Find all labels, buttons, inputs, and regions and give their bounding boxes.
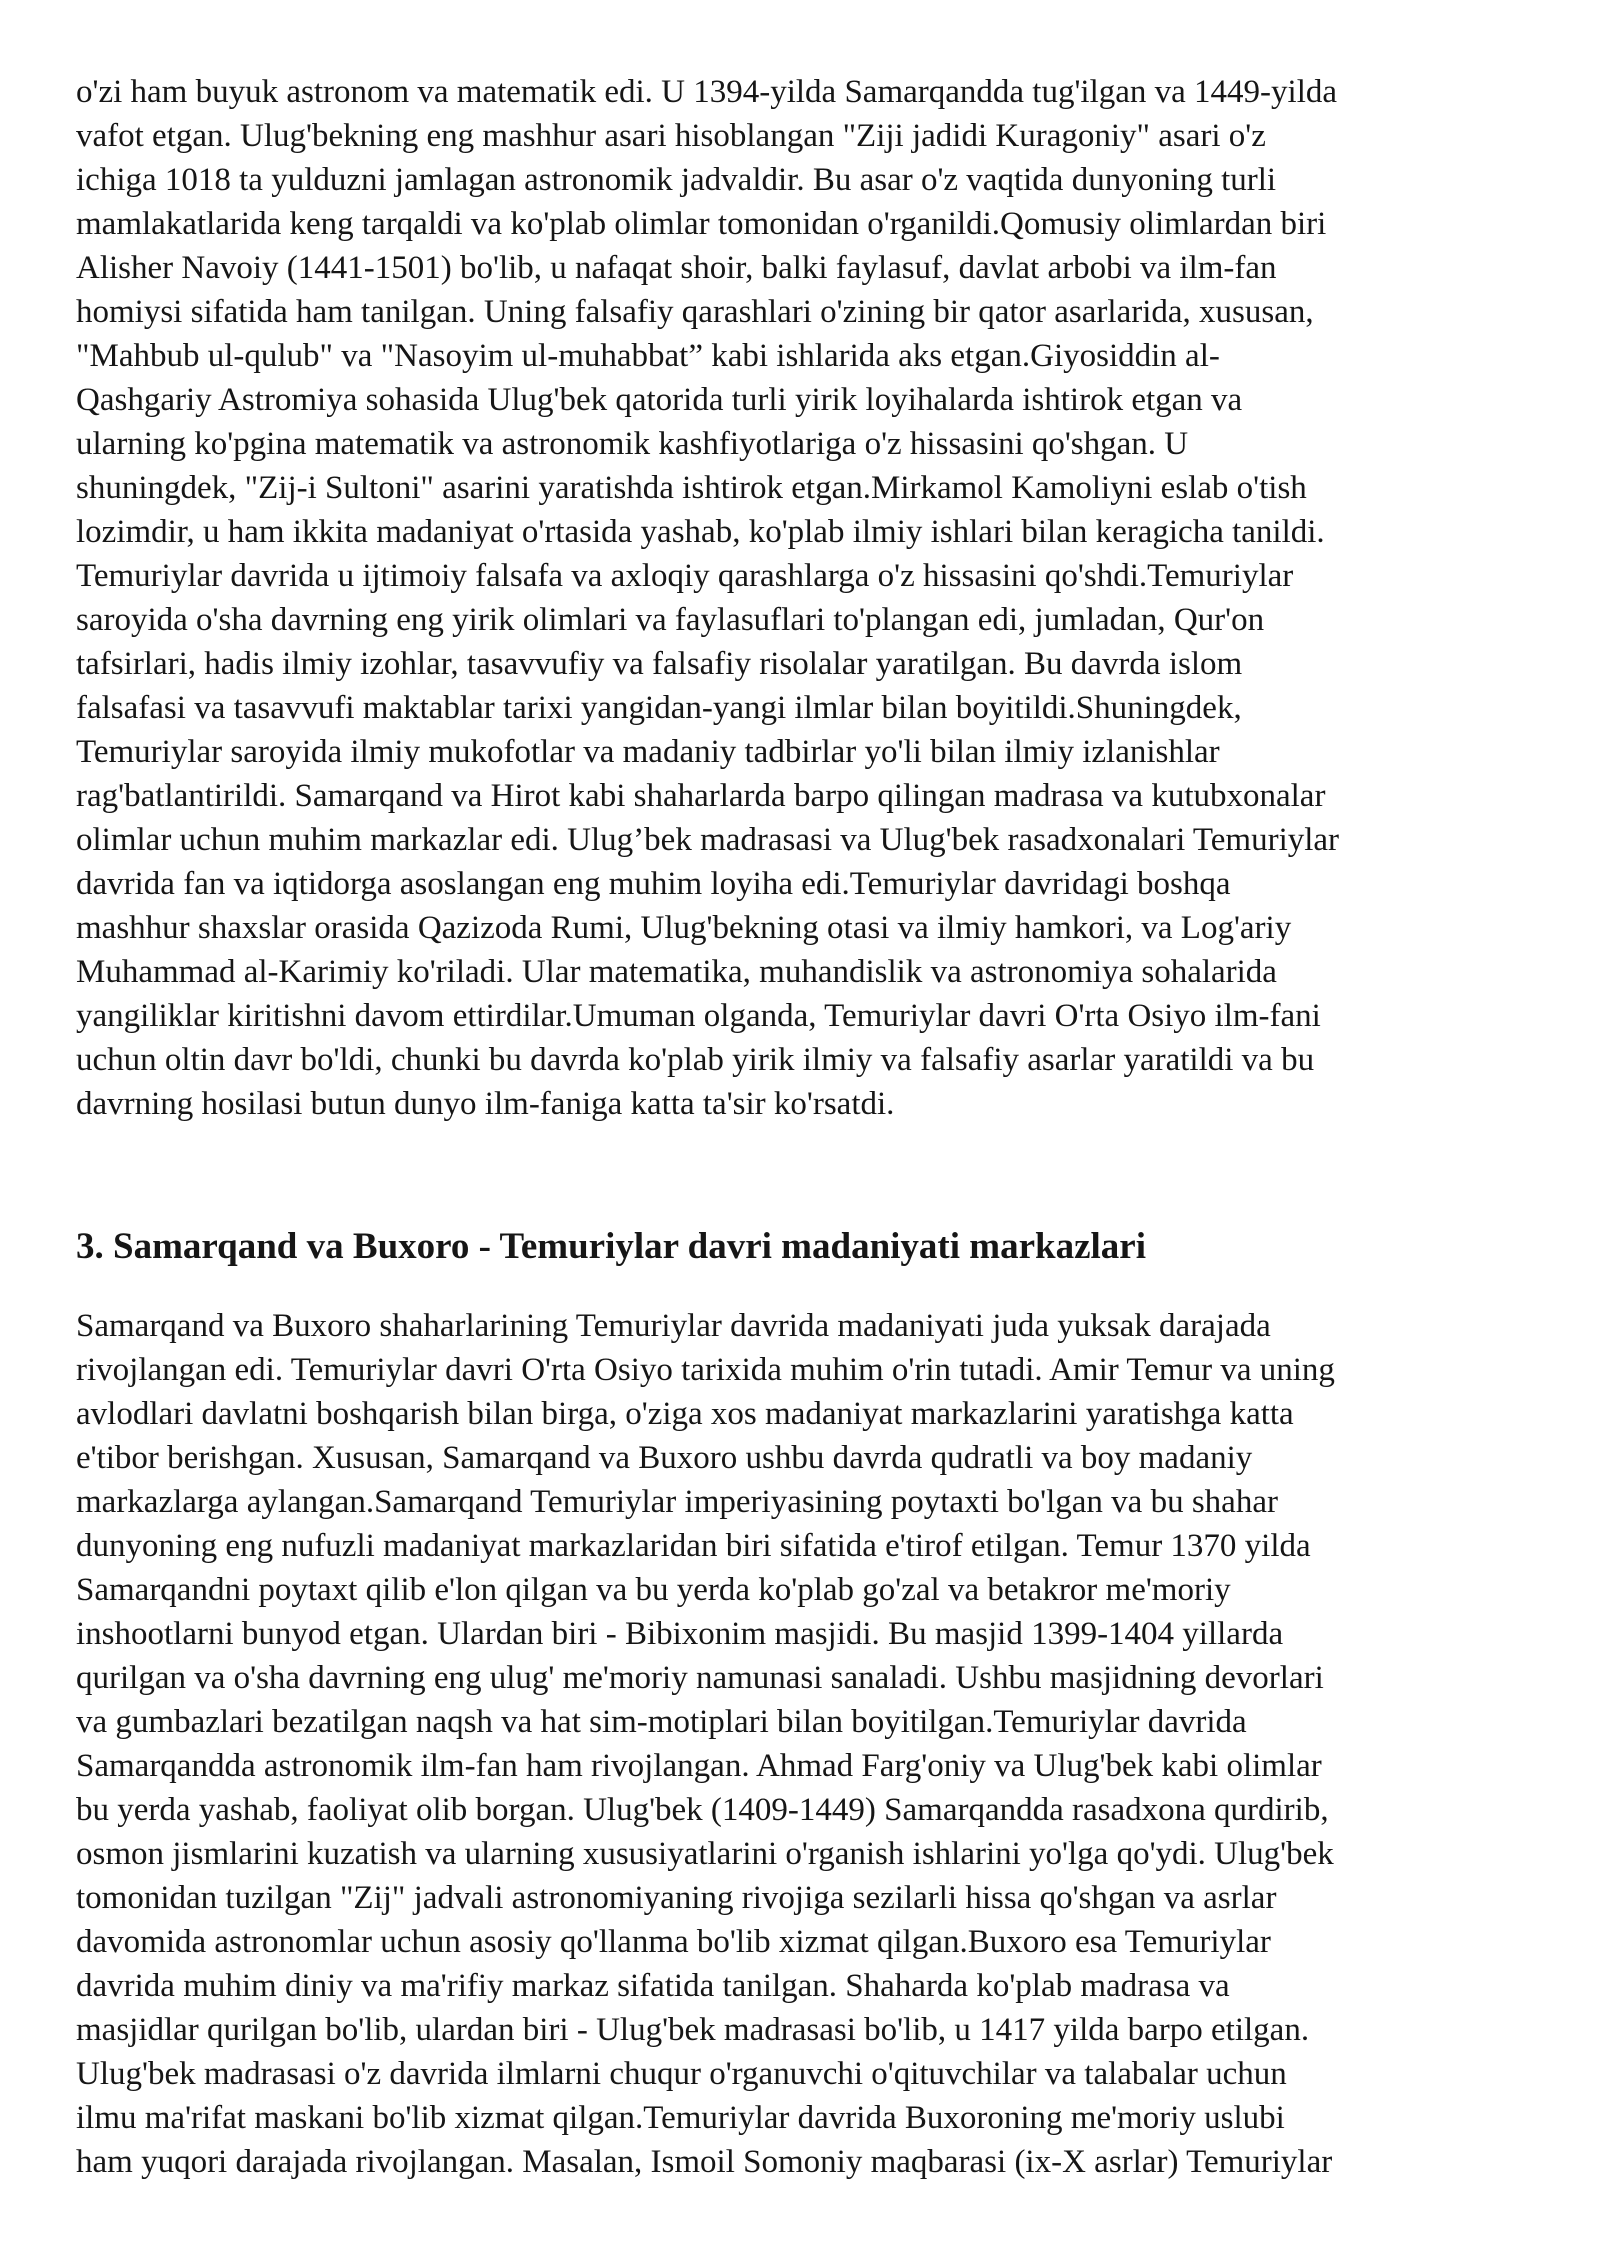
text-line: mashhur shaxslar orasida Qazizoda Rumi, Ulug'bekning otasi va ilmiy hamkori, va Log'ariy bbox=[76, 910, 1292, 946]
text-line: avlodlari davlatni boshqarish bilan birga, o'ziga xos madaniyat markazlarini yaratishga katta bbox=[76, 1396, 1294, 1432]
text-line: davrning hosilasi butun dunyo ilm-faniga katta ta'sir ko'rsatdi. bbox=[76, 1086, 895, 1122]
text-line: markazlarga aylangan.Samarqand Temuriylar imperiyasining poytaxti bo'lgan va bu shahar bbox=[76, 1484, 1278, 1520]
text-line: Temuriylar saroyida ilmiy mukofotlar va madaniy tadbirlar yo'li bilan ilmiy izlanishlar bbox=[76, 734, 1220, 770]
text-line: Temuriylar davrida u ijtimoiy falsafa va axloqiy qarashlarga o'z hissasini qo'shdi.Temuriylar bbox=[76, 558, 1294, 594]
text-line: Alisher Navoiy (1441-1501) bo'lib, u nafaqat shoir, balki faylasuf, davlat arbobi va ilm-fan bbox=[76, 250, 1277, 286]
text-line: rag'batlantirildi. Samarqand va Hirot kabi shaharlarda barpo qilingan madrasa va kutubxonalar bbox=[76, 778, 1326, 814]
text-line: Samarqandni poytaxt qilib e'lon qilgan va bu yerda ko'plab go'zal va betakror me'moriy bbox=[76, 1572, 1231, 1608]
text-line: Ulug'bek madrasasi o'z davrida ilmlarni chuqur o'rganuvchi o'qituvchilar va talabalar uchun bbox=[76, 2056, 1287, 2092]
text-line: o'zi ham buyuk astronom va matematik edi. U 1394-yilda Samarqandda tug'ilgan va 1449-yilda bbox=[76, 74, 1338, 110]
text-line: uchun oltin davr bo'ldi, chunki bu davrda ko'plab yirik ilmiy va falsafiy asarlar yaratildi va bu bbox=[76, 1042, 1315, 1078]
text-line: homiysi sifatida ham tanilgan. Uning falsafiy qarashlari o'zining bir qator asarlarida, xususan, bbox=[76, 294, 1314, 330]
text-line: rivojlangan edi. Temuriylar davri O'rta Osiyo tarixida muhim o'rin tutadi. Amir Temur va uning bbox=[76, 1352, 1335, 1388]
text-line: mamlakatlarida keng tarqaldi va ko'plab olimlar tomonidan o'rganildi.Qomusiy olimlardan biri bbox=[76, 206, 1327, 242]
text-line: ularning ko'pgina matematik va astronomik kashfiyotlariga o'z hissasini qo'shgan. U bbox=[76, 426, 1189, 462]
text-line: Samarqandda astronomik ilm-fan ham rivojlangan. Ahmad Farg'oniy va Ulug'bek kabi olimlar bbox=[76, 1748, 1322, 1784]
document-page bbox=[76, 70, 1536, 2180]
text-line: "Mahbub ul-qulub" va "Nasoyim ul-muhabbat” kabi ishlarida aks etgan.Giyosiddin al- bbox=[76, 338, 1220, 374]
text-line: Muhammad al-Karimiy ko'riladi. Ular matematika, muhandislik va astronomiya sohalarida bbox=[76, 954, 1277, 990]
text-line: shuningdek, "Zij-i Sultoni" asarini yaratishda ishtirok etgan.Mirkamol Kamoliyni eslab o'tish bbox=[76, 470, 1307, 506]
text-line: e'tibor berishgan. Xususan, Samarqand va Buxoro ushbu davrda qudratli va boy madaniy bbox=[76, 1440, 1253, 1476]
paragraph-samarqand-buxoro bbox=[76, 1304, 1335, 2184]
text-line: vafot etgan. Ulug'bekning eng mashhur asari hisoblangan "Ziji jadidi Kuragoniy" asari o'z bbox=[76, 118, 1266, 154]
text-line: masjidlar qurilgan bo'lib, ulardan biri - Ulug'bek madrasasi bo'lib, u 1417 yilda barpo etilgan. bbox=[76, 2012, 1310, 2048]
text-line: va gumbazlari bezatilgan naqsh va hat sim-motiplari bilan boyitilgan.Temuriylar davrida bbox=[76, 1704, 1247, 1740]
text-line: davrida muhim diniy va ma'rifiy markaz sifatida tanilgan. Shaharda ko'plab madrasa va bbox=[76, 1968, 1230, 2004]
text-line: yangiliklar kiritishni davom ettirdilar.Umuman olganda, Temuriylar davri O'rta Osiyo ilm-fani bbox=[76, 998, 1321, 1034]
text-line: tomonidan tuzilgan "Zij" jadvali astronomiyaning rivojiga sezilarli hissa qo'shgan va asrlar bbox=[76, 1880, 1277, 1916]
text-line: qurilgan va o'sha davrning eng ulug' me'moriy namunasi sanaladi. Ushbu masjidning devorlari bbox=[76, 1660, 1324, 1696]
text-line: dunyoning eng nufuzli madaniyat markazlaridan biri sifatida e'tirof etilgan. Temur 1370 yilda bbox=[76, 1528, 1311, 1564]
text-line: inshootlarni bunyod etgan. Ulardan biri - Bibixonim masjidi. Bu masjid 1399-1404 yillarda bbox=[76, 1616, 1284, 1652]
text-line: olimlar uchun muhim markazlar edi. Ulug’bek madrasasi va Ulug'bek rasadxonalari Temuriylar bbox=[76, 822, 1340, 858]
text-line: osmon jismlarini kuzatish va ularning xususiyatlarini o'rganish ishlarini yo'lga qo'ydi. Ulug'bek bbox=[76, 1836, 1334, 1872]
text-line: ham yuqori darajada rivojlangan. Masalan, Ismoil Somoniy maqbarasi (ix-X asrlar) Temuriylar bbox=[76, 2144, 1333, 2180]
text-line: bu yerda yashab, faoliyat olib borgan. Ulug'bek (1409-1449) Samarqandda rasadxona qurdirib, bbox=[76, 1792, 1329, 1828]
text-line: tafsirlari, hadis ilmiy izohlar, tasavvufiy va falsafiy risolalar yaratilgan. Bu davrda islom bbox=[76, 646, 1243, 682]
text-line: falsafasi va tasavvufi maktablar tarixi yangidan-yangi ilmlar bilan boyitildi.Shuningdek, bbox=[76, 690, 1242, 726]
text-line: saroyida o'sha davrning eng yirik olimlari va faylasuflari to'plangan edi, jumladan, Qur'on bbox=[76, 602, 1265, 638]
paragraph-temurid-scholars bbox=[76, 70, 1536, 1126]
text-line: Samarqand va Buxoro shaharlarining Temuriylar davrida madaniyati juda yuksak darajada bbox=[76, 1308, 1271, 1344]
text-line: ilmu ma'rifat maskani bo'lib xizmat qilgan.Temuriylar davrida Buxoroning me'moriy uslubi bbox=[76, 2100, 1285, 2136]
text-line: lozimdir, u ham ikkita madaniyat o'rtasida yashab, ko'plab ilmiy ishlari bilan keragicha tanildi. bbox=[76, 514, 1325, 550]
text-line: Qashgariy Astromiya sohasida Ulug'bek qatorida turli yirik loyihalarda ishtirok etgan va bbox=[76, 382, 1243, 418]
section-heading: 3. Samarqand va Buxoro - Temuriylar davri madaniyati markazlari bbox=[76, 1226, 1147, 1267]
text-line: ichiga 1018 ta yulduzni jamlagan astronomik jadvaldir. Bu asar o'z vaqtida dunyoning turli bbox=[76, 162, 1277, 198]
text-line: davomida astronomlar uchun asosiy qo'llanma bo'lib xizmat qilgan.Buxoro esa Temuriylar bbox=[76, 1924, 1271, 1960]
text-line: davrida fan va iqtidorga asoslangan eng muhim loyiha edi.Temuriylar davridagi boshqa bbox=[76, 866, 1231, 902]
